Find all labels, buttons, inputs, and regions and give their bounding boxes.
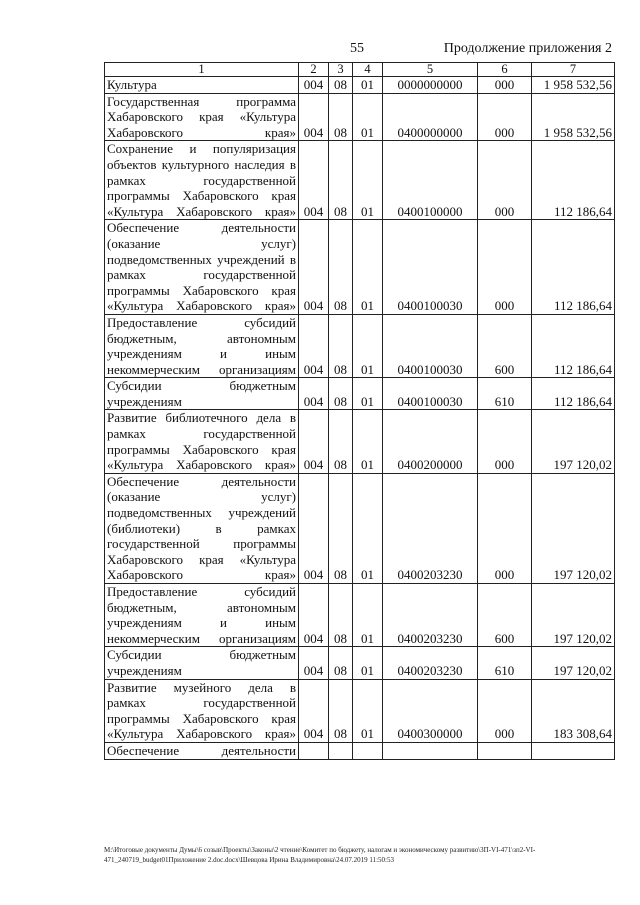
row-name: Обеспечение деятельности (105, 742, 299, 759)
row-code-2: 004 (299, 93, 329, 141)
row-code-2: 004 (299, 679, 329, 742)
table-row (105, 314, 615, 377)
row-amount: 197 120,02 (532, 473, 615, 583)
row-name: Предоставление субсидий бюджетным, автономным учреждениям и иным некоммерческим организациям (105, 314, 299, 377)
row-amount: 197 120,02 (532, 647, 615, 679)
row-code-6: 000 (478, 220, 532, 315)
row-code-2: 004 (299, 220, 329, 315)
row-code-2: 004 (299, 314, 329, 377)
col-header-7: 7 (532, 63, 615, 77)
row-name: Субсидии бюджетным учреждениям (105, 647, 299, 679)
table-row (105, 742, 615, 759)
row-code-3: 08 (329, 314, 353, 377)
row-code-5: 0000000000 (383, 77, 478, 94)
row-name: Сохранение и популяризация объектов культурного наследия в рамках государственной программы Хабаровского края «Культура Хабаровского края» (105, 141, 299, 220)
table-row (105, 473, 615, 583)
row-code-5 (383, 742, 478, 759)
row-code-6: 000 (478, 679, 532, 742)
row-code-2: 004 (299, 77, 329, 94)
col-header-3: 3 (329, 63, 353, 77)
row-amount: 197 120,02 (532, 410, 615, 473)
row-code-6: 000 (478, 141, 532, 220)
row-code-6: 610 (478, 647, 532, 679)
col-header-6: 6 (478, 63, 532, 77)
col-header-1: 1 (105, 63, 299, 77)
column-number-row (105, 63, 615, 77)
row-name: Развитие музейного дела в рамках государственной программы Хабаровского края «Культура Хабаровского края» (105, 679, 299, 742)
budget-table (104, 62, 615, 760)
row-name: Развитие библиотечного дела в рамках государственной программы Хабаровского края «Культура Хабаровского края» (105, 410, 299, 473)
row-code-5: 0400203230 (383, 584, 478, 647)
table-row (105, 679, 615, 742)
row-code-5: 0400203230 (383, 473, 478, 583)
row-code-2: 004 (299, 584, 329, 647)
row-amount: 1 958 532,56 (532, 77, 615, 94)
row-name: Культура (105, 77, 299, 94)
table-row (105, 93, 615, 141)
table-row (105, 77, 615, 94)
row-code-5: 0400000000 (383, 93, 478, 141)
table-row (105, 647, 615, 679)
row-code-2: 004 (299, 378, 329, 410)
row-code-3: 08 (329, 647, 353, 679)
row-code-4 (353, 742, 383, 759)
row-code-4: 01 (353, 220, 383, 315)
table-row (105, 141, 615, 220)
document-path-footer: M:\Итоговые документы Думы\6 созыв\Проекты\Законы\2 чтение\Комитет по бюджету, налогам и экономическому развитию\3П-VI-471\зп2-VI-471_240719_budget01Приложение 2.doc.docx\Шевцова Ирина Владимировна\24.07.2019 11:50:53 (104, 846, 536, 864)
row-code-3: 08 (329, 584, 353, 647)
row-code-6: 000 (478, 410, 532, 473)
col-header-5: 5 (383, 63, 478, 77)
row-code-3: 08 (329, 93, 353, 141)
table-row (105, 584, 615, 647)
table-row (105, 410, 615, 473)
row-name: Субсидии бюджетным учреждениям (105, 378, 299, 410)
row-code-2: 004 (299, 141, 329, 220)
row-code-3: 08 (329, 473, 353, 583)
row-code-2: 004 (299, 647, 329, 679)
row-code-6: 000 (478, 93, 532, 141)
row-code-3: 08 (329, 410, 353, 473)
row-code-4: 01 (353, 410, 383, 473)
row-code-3: 08 (329, 141, 353, 220)
row-code-6: 000 (478, 77, 532, 94)
row-name: Обеспечение деятельности (оказание услуг) подведомственных учреждений в рамках государственной программы Хабаровского края «Культура Хабаровского края» (105, 220, 299, 315)
row-code-3: 08 (329, 378, 353, 410)
row-code-2: 004 (299, 410, 329, 473)
row-code-4: 01 (353, 647, 383, 679)
row-name: Государственная программа Хабаровского края «Культура Хабаровского края» (105, 93, 299, 141)
row-code-5: 0400203230 (383, 647, 478, 679)
row-code-5: 0400200000 (383, 410, 478, 473)
row-code-3 (329, 742, 353, 759)
row-code-4: 01 (353, 141, 383, 220)
row-amount: 197 120,02 (532, 584, 615, 647)
row-code-6: 610 (478, 378, 532, 410)
row-code-3: 08 (329, 220, 353, 315)
table-row (105, 378, 615, 410)
row-code-2 (299, 742, 329, 759)
row-amount: 112 186,64 (532, 220, 615, 315)
row-name: Предоставление субсидий бюджетным, автономным учреждениям и иным некоммерческим организациям (105, 584, 299, 647)
row-code-5: 0400100030 (383, 378, 478, 410)
row-code-5: 0400300000 (383, 679, 478, 742)
row-amount (532, 742, 615, 759)
row-code-6: 000 (478, 473, 532, 583)
row-amount: 1 958 532,56 (532, 93, 615, 141)
row-code-4: 01 (353, 584, 383, 647)
row-amount: 183 308,64 (532, 679, 615, 742)
row-amount: 112 186,64 (532, 378, 615, 410)
row-code-6: 600 (478, 314, 532, 377)
row-code-4: 01 (353, 314, 383, 377)
row-code-4: 01 (353, 378, 383, 410)
table-row (105, 220, 615, 315)
col-header-4: 4 (353, 63, 383, 77)
row-code-5: 0400100030 (383, 220, 478, 315)
row-code-5: 0400100000 (383, 141, 478, 220)
col-header-2: 2 (299, 63, 329, 77)
row-code-3: 08 (329, 77, 353, 94)
row-code-4: 01 (353, 93, 383, 141)
row-code-4: 01 (353, 473, 383, 583)
row-code-6 (478, 742, 532, 759)
row-code-6: 600 (478, 584, 532, 647)
page-number: 55 (350, 41, 364, 56)
row-code-4: 01 (353, 77, 383, 94)
row-code-3: 08 (329, 679, 353, 742)
row-code-2: 004 (299, 473, 329, 583)
row-code-5: 0400100030 (383, 314, 478, 377)
row-amount: 112 186,64 (532, 314, 615, 377)
row-name: Обеспечение деятельности (оказание услуг) подведомственных учреждений (библиотеки) в рамках государственной программы Хабаровского края «Культура Хабаровского края» (105, 473, 299, 583)
row-amount: 112 186,64 (532, 141, 615, 220)
continuation-caption: Продолжение приложения 2 (443, 41, 612, 56)
row-code-4: 01 (353, 679, 383, 742)
